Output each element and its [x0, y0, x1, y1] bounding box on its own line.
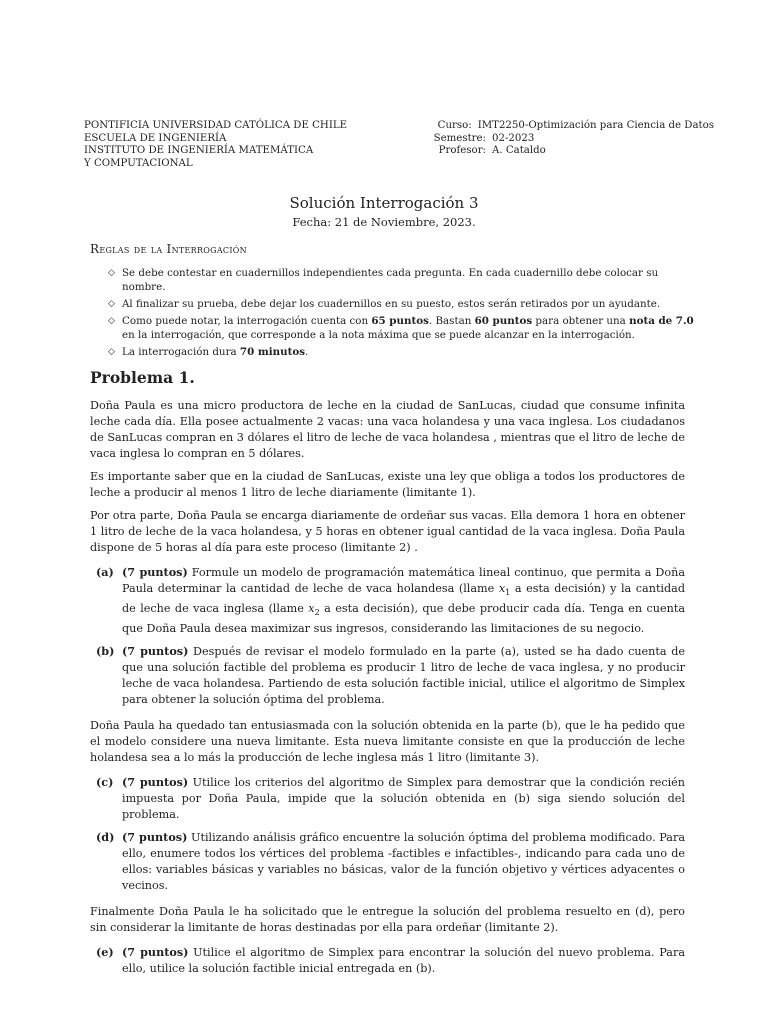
question-c — [90, 774, 685, 823]
variable-x1 — [498, 582, 511, 598]
question-points: (7 puntos) — [122, 565, 188, 579]
diamond-bullet-icon: ◇ — [108, 316, 115, 326]
question-points: (7 puntos) — [122, 775, 189, 790]
question-list — [90, 944, 685, 977]
rule-text: . — [305, 346, 309, 358]
question-label: (b) — [96, 644, 115, 659]
variable-x2 — [308, 602, 320, 618]
variable-symbol: x — [498, 582, 506, 595]
question-list — [90, 774, 685, 894]
course-label: Curso: — [437, 120, 472, 131]
required-points: 60 puntos — [474, 315, 533, 327]
rule-text: La interrogación dura — [122, 346, 240, 358]
problem-paragraph: Doña Paula es una micro productora de leche en la ciudad de SanLucas, ciudad que consume infinita leche cada día. Ella posee actualmente 2 vacas: una vaca holandesa y una vaca inglesa. Los ciudadanos de SanLucas compran en 3 dólares el litro de leche de vaca holandesa , mientras que el litro de leche de vaca inglesa lo compran en 5 dólares. — [90, 399, 685, 460]
problem-paragraph: Finalmente Doña Paula le ha solicitado que le entregue la solución del problema resuelto en (d), pero sin considerar la limitante de horas destinadas por ella para ordeñar (limitante 2). — [90, 905, 685, 935]
diamond-bullet-icon: ◇ — [108, 268, 115, 278]
question-list — [90, 564, 685, 708]
semester-value: 02-2023 — [492, 132, 535, 144]
question-label: (e) — [96, 945, 114, 960]
question-label: (c) — [96, 775, 114, 790]
page-title: Solución Interrogación 3 — [289, 194, 479, 212]
semester-label: Semestre: — [433, 132, 486, 144]
diamond-bullet-icon: ◇ — [108, 299, 115, 309]
question-text: a esta decisión) y la cantidad de leche de vaca inglesa (llame — [122, 582, 686, 616]
rule-text: Se debe contestar en cuadernillos independientes cada pregunta. En cada cuadernillo debe colocar su nombre. — [122, 267, 659, 293]
rule-item — [108, 345, 698, 359]
course-info-block — [424, 120, 714, 158]
question-text: a esta decisión), que debe producir cada día. Tenga en cuenta que Doña Paula desea maximizar sus ingresos, considerando las limitaciones de su negocio. — [122, 602, 686, 636]
question-points: (7 puntos) — [122, 945, 189, 960]
question-d — [90, 829, 685, 894]
semester-row — [424, 133, 714, 146]
question-b — [90, 643, 685, 708]
question-points: (7 puntos) — [122, 830, 188, 845]
professor-value: A. Cataldo — [492, 145, 546, 157]
question-text: Utilice el algoritmo de Simplex para encontrar la solución del nuevo problema. Para ello, utilice la solución factible inicial entregada en (b). — [122, 946, 685, 976]
variable-subscript: 2 — [314, 608, 320, 618]
question-a — [90, 564, 685, 637]
course-value: IMT2250-Optimización para Ciencia de Datos — [477, 120, 714, 131]
rule-text: . Bastan — [428, 315, 475, 327]
professor-row — [424, 145, 714, 158]
exam-date: Fecha: 21 de Noviembre, 2023. — [292, 215, 476, 229]
diamond-bullet-icon: ◇ — [108, 347, 115, 357]
max-grade: nota de 7.0 — [629, 315, 694, 327]
rules-heading: Reglas de la Interrogación — [90, 242, 247, 256]
problem-paragraph: Por otra parte, Doña Paula se encarga diariamente de ordeñar sus vacas. Ella demora 1 hora en obtener 1 litro de leche de la vaca holandesa, y 5 horas en obtener igual cantidad de la vaca inglesa. Doña Paula dispone de 5 horas al día para este proceso (limitante 2) . — [90, 509, 685, 554]
rule-text: Como puede notar, la interrogación cuenta con — [122, 315, 372, 327]
problem-paragraph: Doña Paula ha quedado tan entusiasmada con la solución obtenida en la parte (b), que le ha pedido que el modelo considere una nueva limitante. Esta nueva limitante consiste en que la producción de leche holandesa sea a lo más la producción de leche inglesa más 1 litro (limitante 3). — [90, 719, 685, 765]
rule-item — [108, 266, 698, 294]
total-points: 65 puntos — [371, 315, 429, 327]
question-text: Utilice los criterios del algoritmo de Simplex para demostrar que la condición recién impuesta por Doña Paula, impide que la solución obtenida en (b) siga siendo solución del problema. — [122, 776, 685, 822]
rule-item — [108, 297, 698, 311]
rule-text: en la interrogación, que corresponde a la nota máxima que se puede alcanzar en la interrogación. — [122, 329, 635, 341]
rules-list — [108, 266, 698, 362]
rule-text: para obtener una — [532, 315, 630, 327]
institution-line: ESCUELA DE INGENIERÍA — [84, 132, 227, 144]
question-label: (a) — [96, 565, 114, 579]
question-text: Formule un modelo de programación matemática lineal continuo, que permita a Doña Paula determinar la cantidad de leche de vaca holandesa (llame — [122, 566, 685, 595]
course-row — [424, 120, 714, 133]
problem-title: Problema 1. — [90, 368, 195, 387]
variable-symbol: x — [308, 602, 315, 616]
question-text: Después de revisar el modelo formulado en la parte (a), usted se ha dado cuenta de que una solución factible del problema es producir 1 litro de leche de vaca inglesa, y no producir leche de vaca holandesa. Partiendo de esta solución factible inicial, utilice el algoritmo de Simplex para obtener la solución óptima del problema. — [122, 645, 685, 707]
variable-subscript: 1 — [505, 588, 511, 598]
institution-line: PONTIFICIA UNIVERSIDAD CATÓLICA DE CHILE — [84, 120, 348, 131]
question-e — [90, 944, 685, 977]
question-text: Utilizando análisis gráfico encuentre la solución óptima del problema modificado. Para ello, enumere todos los vértices del problema -factibles e infactibles-, indicando para cada uno de ellos: variables básicas y variables no básicas, valor de la función objetivo y vértices adyacentes o vecinos. — [122, 831, 685, 893]
institution-line: Y COMPUTACIONAL — [84, 157, 193, 169]
problem-paragraph: Es importante saber que en la ciudad de SanLucas, existe una ley que obliga a todos los productores de leche a producir al menos 1 litro de leche diariamente (limitante 1). — [90, 470, 685, 499]
institution-block — [84, 120, 414, 170]
problem-section — [90, 370, 685, 987]
duration: 70 minutos — [239, 346, 306, 358]
professor-label: Profesor: — [438, 145, 486, 157]
rule-item — [108, 314, 698, 342]
institution-line: INSTITUTO DE INGENIERÍA MATEMÁTICA — [84, 145, 314, 157]
question-points: (7 puntos) — [122, 644, 189, 659]
rule-text: Al finalizar su prueba, debe dejar los cuadernillos en su puesto, estos serán retirados por un ayudante. — [122, 298, 661, 310]
question-label: (d) — [96, 830, 115, 845]
